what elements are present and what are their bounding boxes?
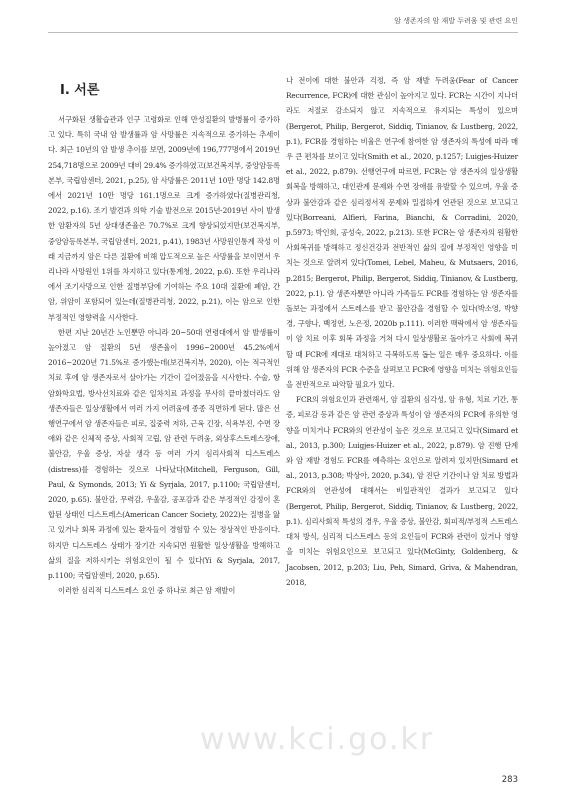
body-paragraph: 이러한 심리적 디스트레스 요인 중 하나로 최근 암 재발이 — [58, 586, 236, 596]
body-paragraph: 한편 지난 20년간 노인뿐만 아니라 20~50대 연령대에서 암 발생률이 높아졌고 암 질환의 5년 생존율이 1996~2000년 45.2%에서 2016~2020년 71.5%로 증가했는데(보건복지부, 2020), 이는 적극적인 치료 후에 암 생존자로서 살아가는 기간이 길어졌음을 시사한다. 수술, 항암화학요법, 방사선치료와 같은 일차치료 과정을 무사히 끝마쳤더라도 암 생존자들은 일상생활에서 여러 가지 어려움에 종종 직면하게 된다. 많은 선행연구에서 암 생존자들은 피로, 집중력 저하, 근육 긴장, 식욕부진, 수면 장애와 같은 신체적 증상, 사회적 고립, 암 관련 두려움, 외상후스트레스장애, 불안감, 우울 증상, 자살 생각 등 여러 가지 심리사회적 디스트레스(distress)를 경험하는 것으로 나타났다(Mitchell, Ferguson, Gill, Paul, & Symonds, 2013; Yi & Syrjala, 2017, p.1100; 국립암센터, 2020, p.65). 불안감, 무력감, 우울감, 공포감과 같은 부정적인 감정이 혼합된 상태인 디스트레스(American Cancer Society, 2022)는 질병을 앓고 있거나 회복 과정에 있는 환자들이 경험할 수 있는 정상적인 반응이다. 하지만 디스트레스 상태가 장기간 지속되면 원활한 일상생활을 방해하고 삶의 질을 저하시키는 위험요인이 될 수 있다(Yi & Syrjala, 2017, p.1100; 국립암센터, 2020, p.65). — [48, 327, 280, 581]
body-paragraph: 나 전이에 대한 불안과 걱정, 즉 암 재발 두려움(Fear of Cancer Recurrence, FCR)에 대한 관심이 높아지고 있다. FCR는 시간이 지나더라도 저절로 감소되지 않고 지속적으로 유지되는 특성이 있으며(Bergerot, Philip, Bergerot, Siddiq, Tinianov, & Lustberg, 2022, p.1), FCR를 경험하는 비율은 연구에 참여한 암 생존자의 특성에 따라 매우 큰 편차를 보이고 있다(Smith et al., 2020, p.1257; Luigjes-Huizer et al., 2022, p.879). 선행연구에 따르면, FCR는 암 생존자의 일상생활 회복을 방해하고, 대인관계 문제와 수면 장애를 유발할 수 있으며, 우울 증상과 불안감과 같은 심리정서적 문제와 밀접하게 연관된 것으로 보고되고 있다(Borreani, Alfieri, Farina, Bianchi, & Corradini, 2020, p.5973; 박인희, 공성숙, 2022, p.213). 또한 FCR는 암 생존자의 원활한 사회복귀를 방해하고 정신건강과 전반적인 삶의 질에 부정적인 영향을 미치는 것으로 알려져 있다(Tomei, Lebel, Maheu, & Mutsaers, 2016, p.2815; Bergerot, Philip, Bergerot, Siddiq, Tinianov, & Lustberg, 2022, p.1). 암 생존자뿐만 아니라 가족들도 FCR를 경험하는 암 생존자를 돌보는 과정에서 스트레스를 받고 불안감을 경험할 수 있다(박소영, 박향경, 구향나, 백정연, 노은정, 2020b p.111). 이러한 맥락에서 암 생존자들이 암 치료 이후 회복 과정을 거쳐 다시 일상생활로 돌아가고 사회에 복귀할 때 FCR에 제대로 대처하고 극복하도록 돕는 일은 매우 중요하다. 이를 위해 암 생존자의 FCR 수준을 살펴보고 FCR에 영향을 미치는 위험요인들을 전반적으로 파악할 필요가 있다. — [286, 76, 518, 390]
section-heading: Ⅰ. 서론 — [60, 83, 100, 98]
left-column — [48, 74, 280, 599]
watermark: www.kci.go.kr — [200, 722, 435, 757]
body-paragraph: FCR의 위험요인과 관련해서, 암 질환의 심각성, 암 유형, 치료 기간, 통증, 피로감 등과 같은 암 관련 증상과 특성이 암 생존자의 FCR에 유의한 영향을 미치거나 FCR와의 연관성이 높은 것으로 보고되고 있다(Simard et al., 2013, p.300; Luigjes-Huizer et al., 2022, p.879). 암 진행 단계와 암 재발 경험도 FCR를 예측하는 요인으로 알려져 있지만(Simard et al., 2013, p.308; 박상아, 2020, p.34), 암 진단 기간이나 암 치료 방법과 FCR와의 연관성에 대해서는 비일관적인 결과가 보고되고 있다(Bergerot, Philip, Bergerot, Siddiq, Tinianov, & Lustberg, 2022, p.1). 심리사회적 특성의 경우, 우울 증상, 불안감, 회피적/부정적 스트레스 대처 방식, 심리적 디스트레스 등의 요인들이 FCR와 관련이 있거나 영향을 미치는 위험요인으로 보고되고 있다(McGinty, Goldenberg, & Jacobsen, 2012, p.203; Liu, Peh, Simard, Griva, & Mahendran, 2018, — [286, 395, 518, 587]
right-column — [286, 73, 518, 590]
page-number: 283 — [501, 775, 518, 785]
running-header: 암 생존자의 암 재발 두려움 및 관련 요인 — [394, 17, 518, 25]
header-rule — [48, 32, 518, 33]
body-paragraph: 서구화된 생활습관과 인구 고령화로 인해 만성질환의 발병률이 증가하고 있다. 특히 국내 암 발생률과 암 사망률은 지속적으로 증가하는 추세이다. 최근 10년의 암 발생 추이를 보면, 2009년에 196,777명에서 2019년 254,718명으로 2009년 대비 29.4% 증가하였고(보건복지부, 중앙암등록본부, 국립암센터, 2021, p.25), 암 사망률은 2011년 10만 명당 142.8명에서 2021년 10만 명당 161.1명으로 크게 증가하였다(질병관리청, 2022, p.16). 조기 발견과 의학 기술 발전으로 2015년-2019년 사이 발생한 암환자의 5년 상대생존율은 70.7%로 크게 향상되었지만(보건복지부, 중앙암등록본부, 국립암센터, 2021, p.41), 1983년 사망원인통계 작성 이래 지금까지 암은 다른 질환에 비해 압도적으로 높은 사망률을 보이면서 우리나라 사망원인 1위를 차지하고 있다(통계청, 2022, p.6). 또한 우리나라에서 조기사망으로 인한 질병부담에 기여하는 주요 10대 질환에 폐암, 간암, 위암이 포함되어 있는데(질병관리청, 2022, p.21), 이는 암으로 인한 부정적인 영향력을 시사한다. — [48, 115, 280, 322]
